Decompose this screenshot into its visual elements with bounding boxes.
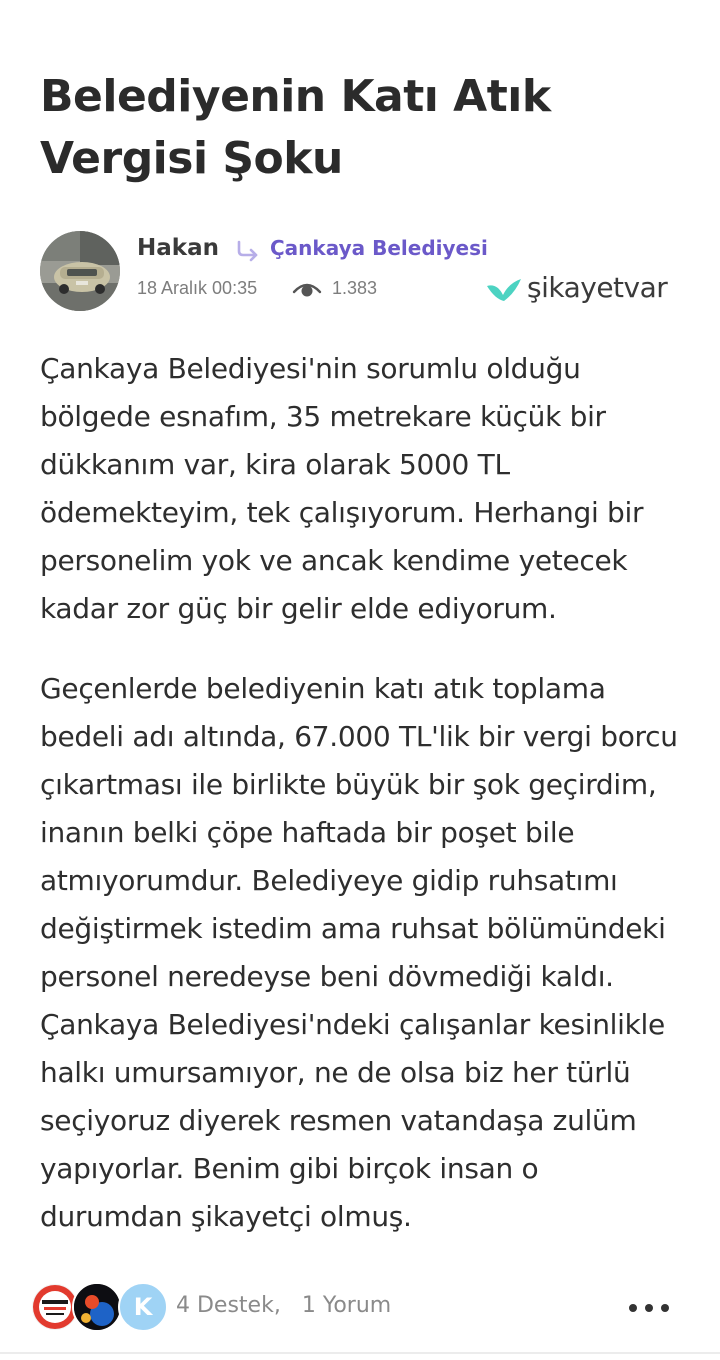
complaint-footer	[30, 1280, 690, 1336]
sikayetvar-logo-icon	[485, 277, 523, 303]
complaint-title: Belediyenin Katı Atık Vergisi Şoku	[40, 71, 551, 184]
view-count: 1.383	[332, 278, 378, 298]
divider	[0, 1352, 720, 1354]
stats-separator: ,	[273, 1293, 281, 1318]
support-count[interactable]: 4 Destek	[176, 1293, 274, 1318]
complaint-paragraph: Çankaya Belediyesi'nin sorumlu olduğu bölgede esnafım, 35 metrekare küçük bir dükkanım var, kira olarak 5000 TL ödemekteyim, tek çalışıyorum. Herhangi bir personelim yok ve ancak kendime yetecek kadar zor güç bir gelir elde ediyorum.	[40, 352, 644, 625]
complaint-body	[40, 345, 680, 1273]
supporter-avatar[interactable]	[72, 1282, 122, 1332]
supporter-avatar[interactable]: K	[118, 1282, 168, 1332]
complaint-date: 18 Aralık 00:35	[137, 278, 258, 298]
supporter-avatar-image	[74, 1284, 120, 1330]
avatar-image	[40, 231, 120, 311]
more-options-icon[interactable]	[626, 1294, 672, 1322]
company-link[interactable]: Çankaya Belediyesi	[270, 236, 488, 260]
reply-arrow-icon	[235, 239, 261, 263]
brand-text: şikayetvar	[527, 271, 668, 304]
author-row	[40, 231, 680, 313]
eye-icon	[292, 278, 322, 300]
complaint-paragraph: Geçenlerde belediyenin katı atık toplama bedeli adı altında, 67.000 TL'lik bir vergi borcu çıkartması ile birlikte büyük bir şok geçirdim, inanın belki çöpe haftada bir poşet bile atmıyorumdur. Belediyeye gidip ruhsatımı değiştirmek istedim ama ruhsat bölümündeki personel neredeyse beni dövmediği kaldı. Çankaya Belediyesi'ndeki çalışanlar kesinlikle halkı umursamıyor, ne de olsa biz her türlü seçiyoruz diyerek resmen vatandaşa zulüm yapıyorlar. Benim gibi birçok insan o durumdan şikayetçi olmuş.	[40, 672, 678, 1233]
avatar[interactable]	[40, 231, 120, 311]
author-name[interactable]: Hakan	[137, 235, 219, 261]
sikayetvar-logo[interactable]	[485, 271, 685, 307]
support-stats	[176, 1293, 391, 1318]
comment-count[interactable]: 1 Yorum	[301, 1293, 392, 1318]
